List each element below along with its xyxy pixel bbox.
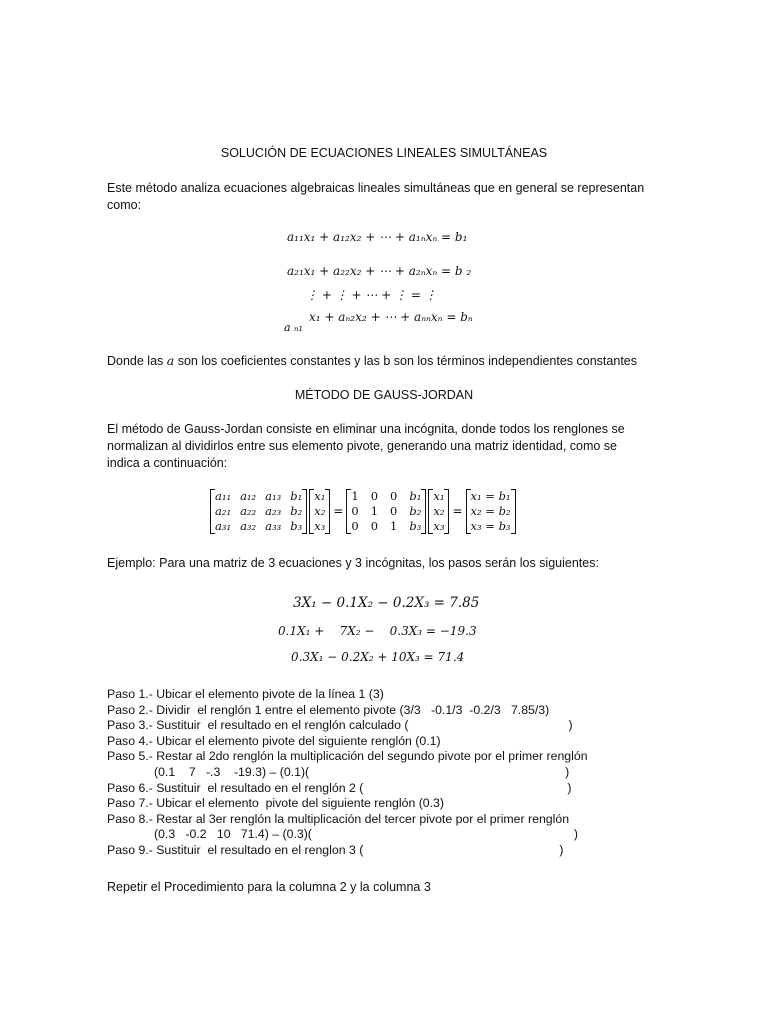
matrix-cell: a₁₁: [215, 488, 232, 503]
coefficient-matrix: [210, 489, 307, 534]
page-title: SOLUCIÓN DE ECUACIONES LINEALES SIMULTÁNEAS: [220, 146, 548, 160]
step-3: [107, 718, 588, 734]
donde-after: son los coeficientes constantes y las b son los términos independientes constantes: [174, 354, 637, 368]
method-title: MÉTODO DE GAUSS-JORDAN: [294, 388, 474, 402]
steps-list: [107, 687, 588, 859]
matrix-cell: a₂₂: [240, 503, 257, 518]
example-eq-2: 0.1X₁ + 7X₂ − 0.3X₃ = −19.3: [278, 624, 477, 638]
intro-line-1: Este método analiza ecuaciones algebraicas lineales simultáneas que en general se representan: [107, 181, 645, 195]
matrix-cell: a₂₁: [215, 503, 232, 518]
donde-before: Donde las: [107, 354, 167, 368]
matrix-cell: b₂: [409, 503, 422, 518]
general-eq-row-1: a₁₁x₁ + a₁₂x₂ + ⋯ + a₁ₙxₙ = b₁: [287, 230, 468, 244]
matrix-cell: a₃₃: [265, 518, 282, 533]
general-eq-row-4: x₁ + aₙ₂x₂ + ⋯ + aₙₙxₙ = bₙ: [309, 310, 473, 324]
repeat-instruction: Repetir el Procedimiento para la columna 2 y la columna 3: [107, 880, 431, 894]
matrix-cell: b₁: [290, 488, 303, 503]
step-8-detail-close: ): [573, 827, 578, 842]
matrix-cell: b₃: [290, 518, 303, 533]
example-eq-1: 3X₁ − 0.1X₂ − 0.2X₃ = 7.85: [293, 595, 480, 611]
matrix-equation: [210, 488, 516, 534]
step-9-text: Paso 9.- Sustituir el resultado en el renglon 3 (: [107, 842, 364, 857]
step-3-close: ): [568, 718, 573, 733]
vector-cell: x₁: [433, 488, 445, 503]
unknowns-vector-right: [428, 489, 449, 534]
step-8-detail: [107, 827, 588, 843]
matrix-cell: a₂₃: [265, 503, 282, 518]
vector-cell: x₃: [314, 518, 326, 533]
matrix-cell: a₃₁: [215, 518, 232, 533]
matrix-cell: b₂: [290, 503, 303, 518]
step-5-detail-close: ): [565, 764, 570, 779]
vector-cell: x₂: [314, 503, 326, 518]
donde-text: [107, 352, 637, 370]
gj-paragraph-line-1: El método de Gauss-Jordan consiste en eliminar una incógnita, donde todos los renglones se: [107, 422, 625, 436]
vector-cell: x₃ = b₃: [470, 518, 511, 533]
example-eq-3: 0.3X₁ − 0.2X₂ + 10X₃ = 71.4: [291, 650, 465, 664]
step-5-detail-text: (0.1 7 -.3 -19.3) – (0.1)(: [154, 764, 310, 779]
matrix-cell: 1: [370, 503, 379, 518]
vector-cell: x₁ = b₁: [470, 488, 511, 503]
matrix-cell: 0: [390, 503, 398, 518]
vector-cell: x₁: [314, 488, 326, 503]
step-9: [107, 843, 588, 859]
step-7: Paso 7.- Ubicar el elemento pivote del siguiente renglón (0.3): [107, 796, 444, 811]
general-eq-row-3: ⋮ + ⋮ + ⋯ + ⋮ = ⋮: [306, 288, 437, 302]
step-4: Paso 4.- Ubicar el elemento pivote del siguiente renglón (0.1): [107, 733, 441, 748]
general-eq-row-2: a₂₁x₁ + a₂₂x₂ + ⋯ + a₂ₙxₙ = b ₂: [287, 264, 472, 278]
step-8-detail-text: (0.3 -0.2 10 71.4) – (0.3)(: [154, 827, 312, 842]
step-2: Paso 2.- Dividir el renglón 1 entre el elemento pivote (3/3 -0.1/3 -0.2/3 7.85/3): [107, 702, 550, 717]
matrix-cell: 0: [370, 488, 379, 503]
matrix-cell: 0: [351, 503, 359, 518]
gj-paragraph-line-3: indica a continuación:: [107, 456, 228, 470]
identity-matrix: [346, 489, 426, 534]
example-intro: Ejemplo: Para una matriz de 3 ecuaciones y 3 incógnitas, los pasos serán los siguientes:: [107, 556, 599, 570]
intro-line-2: como:: [107, 198, 142, 212]
vector-cell: x₂: [433, 503, 445, 518]
unknowns-vector-left: [309, 489, 330, 534]
step-3-text: Paso 3.- Sustituir el resultado en el renglón calculado (: [107, 718, 409, 733]
solution-vector: [466, 489, 516, 534]
matrix-cell: a₁₂: [240, 488, 257, 503]
matrix-cell: 0: [370, 518, 379, 533]
gj-paragraph-line-2: normalizan al dividirlos entre sus elemento pivote, generando una matriz identidad, como se: [107, 439, 618, 453]
step-6-text: Paso 6.- Sustituir el resultado en el renglón 2 (: [107, 780, 364, 795]
matrix-cell: 0: [351, 518, 359, 533]
donde-a-symbol: a: [166, 353, 175, 368]
vector-cell: x₂ = b₂: [470, 503, 511, 518]
step-6: [107, 781, 588, 797]
step-5-detail: [107, 765, 588, 781]
matrix-cell: a₃₂: [240, 518, 257, 533]
step-6-close: ): [567, 780, 572, 795]
step-8: Paso 8.- Restar al 3er renglón la multiplicación del tercer pivote por el primer renglón: [107, 811, 570, 826]
matrix-cell: 1: [390, 518, 398, 533]
matrix-cell: 0: [390, 488, 398, 503]
step-1: Paso 1.- Ubicar el elemento pivote de la línea 1 (3): [107, 687, 384, 701]
matrix-cell: b₃: [409, 518, 422, 533]
general-eq-row-4-prefix: a ₙ₁: [284, 321, 303, 334]
step-5: Paso 5.- Restar al 2do renglón la multiplicación del segundo pivote por el primer renglón: [107, 749, 588, 764]
matrix-cell: a₁₃: [265, 488, 282, 503]
vector-cell: x₃: [433, 518, 445, 533]
matrix-cell: b₁: [409, 488, 422, 503]
equals-sign: =: [333, 504, 344, 518]
step-9-close: ): [559, 842, 564, 857]
matrix-cell: 1: [351, 488, 359, 503]
equals-sign: =: [452, 504, 463, 518]
